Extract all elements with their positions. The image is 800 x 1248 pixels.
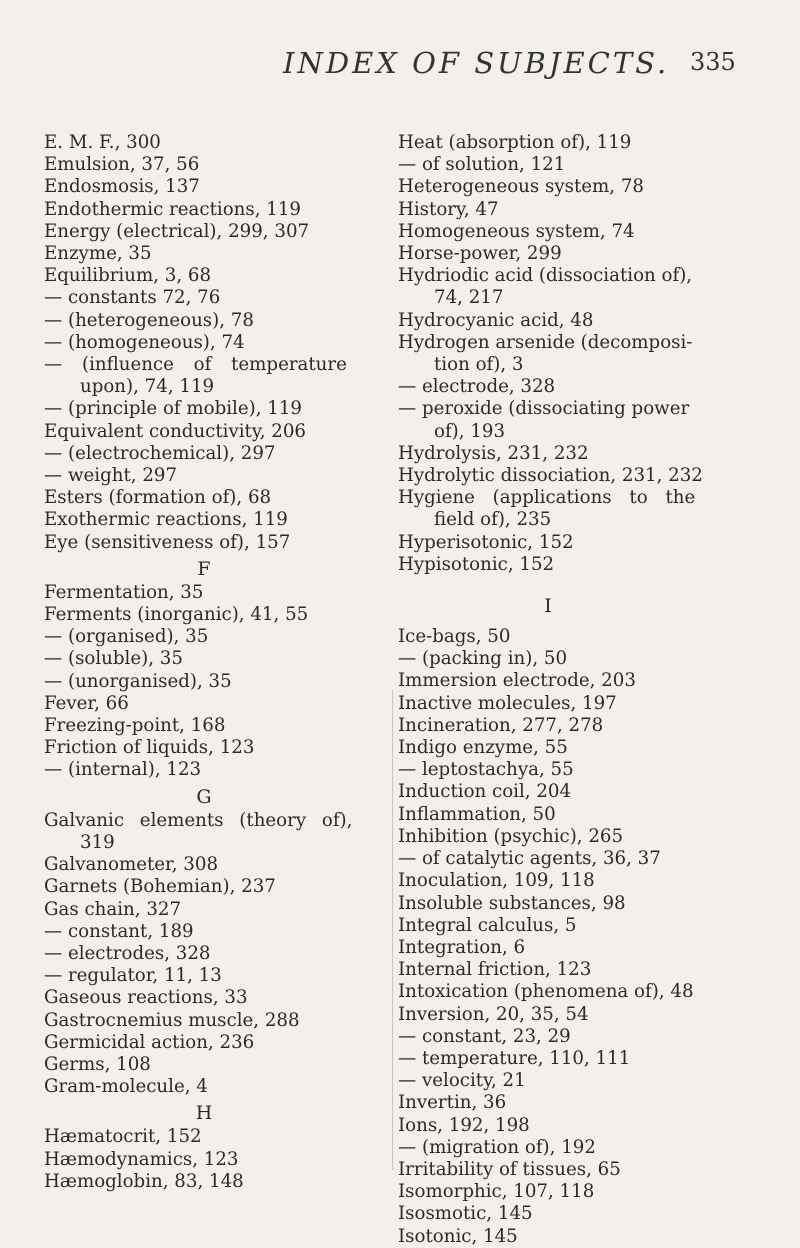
index-entry: Hydriodic acid (dissociation of),: [398, 265, 693, 287]
index-entry: — velocity, 21: [398, 1070, 526, 1092]
index-entry: Hydrogen arsenide (decomposi-: [398, 331, 693, 353]
index-entry: Immersion electrode, 203: [398, 670, 636, 692]
index-entry-continuation: 74, 217: [434, 287, 504, 309]
running-title: INDEX OF SUBJECTS.: [283, 46, 670, 80]
index-entry: — electrode, 328: [398, 376, 556, 398]
index-entry: Equilibrium, 3, 68: [44, 265, 212, 287]
index-entry: Gastrocnemius muscle, 288: [44, 1009, 300, 1031]
index-entry: Ice-bags, 50: [398, 626, 511, 648]
left-column: [44, 132, 394, 1193]
section-letter-f: F: [197, 557, 211, 580]
index-entry: — constants 72, 76: [44, 287, 221, 309]
right-column: [398, 132, 778, 1248]
index-entry: Internal friction, 123: [398, 959, 592, 981]
index-entry: — peroxide (dissociating power: [398, 398, 690, 420]
index-entry: Esters (formation of), 68: [44, 487, 272, 509]
index-entry: — electrodes, 328: [44, 942, 211, 964]
index-entry: Fever, 66: [44, 692, 129, 714]
index-entry-continuation: tion of), 3: [434, 354, 524, 376]
index-entry: Equivalent conductivity, 206: [44, 420, 307, 442]
index-entry: — (packing in), 50: [398, 648, 568, 670]
index-entry: — constant, 189: [44, 920, 194, 942]
index-entry: — temperature, 110, 111: [398, 1047, 631, 1069]
page-number: 335: [690, 48, 736, 76]
index-entry: — (influence of temperature: [44, 354, 347, 376]
index-entry: Freezing-point, 168: [44, 715, 226, 737]
index-entry: Inactive molecules, 197: [398, 692, 617, 714]
index-entry: Ferments (inorganic), 41, 55: [44, 604, 309, 626]
index-entry: Homogeneous system, 74: [398, 220, 635, 242]
index-entry: Endosmosis, 137: [44, 176, 200, 198]
index-entry: Isosmotic, 145: [398, 1203, 533, 1225]
index-entry: Integration, 6: [398, 936, 526, 958]
index-entry: Hæmatocrit, 152: [44, 1126, 202, 1148]
section-letter-h: H: [195, 1102, 213, 1125]
index-entry: Horse-power, 299: [398, 243, 562, 265]
index-entry: Germs, 108: [44, 1053, 151, 1075]
index-entry: Inhibition (psychic), 265: [398, 825, 624, 847]
index-entry: Isotonic, 145: [398, 1225, 518, 1247]
index-entry: Exothermic reactions, 119: [44, 509, 288, 531]
index-entry: Ions, 192, 198: [398, 1114, 530, 1136]
index-entry: — regulator, 11, 13: [44, 965, 222, 987]
index-entry: Friction of liquids, 123: [44, 737, 255, 759]
index-entry: Gram-molecule, 4: [44, 1076, 208, 1098]
index-entry: — (heterogeneous), 78: [44, 309, 254, 331]
index-entry: — of catalytic agents, 36, 37: [398, 848, 661, 870]
section-letter-i: I: [544, 595, 552, 618]
index-entry: Induction coil, 204: [398, 781, 572, 803]
index-entry: Hydrolytic dissociation, 231, 232: [398, 465, 703, 487]
index-entry: — (electrochemical), 297: [44, 442, 276, 464]
index-entry: — (migration of), 192: [398, 1136, 596, 1158]
index-entry-continuation: field of), 235: [434, 509, 552, 531]
index-entry: — (homogeneous), 74: [44, 331, 245, 353]
index-entry-continuation: 319: [80, 831, 115, 853]
index-entry: Hæmodynamics, 123: [44, 1148, 239, 1170]
index-entry: — (organised), 35: [44, 626, 209, 648]
index-entry: Hydrocyanic acid, 48: [398, 309, 594, 331]
index-entry: Energy (electrical), 299, 307: [44, 220, 310, 242]
index-entry-continuation: of), 193: [434, 420, 506, 442]
page-header: [0, 46, 800, 86]
index-entry: History, 47: [398, 198, 499, 220]
index-entry: — (soluble), 35: [44, 648, 183, 670]
index-entry: Inversion, 20, 35, 54: [398, 1003, 589, 1025]
index-entry: Endothermic reactions, 119: [44, 198, 301, 220]
index-entry: Hyperisotonic, 152: [398, 531, 574, 553]
index-entry: Intoxication (phenomena of), 48: [398, 981, 694, 1003]
index-entry: Hydrolysis, 231, 232: [398, 442, 589, 464]
index-entry: Inoculation, 109, 118: [398, 870, 595, 892]
index-entry: Isomorphic, 107, 118: [398, 1181, 595, 1203]
section-letter-g: G: [196, 785, 212, 808]
index-entry: — (principle of mobile), 119: [44, 398, 303, 420]
index-entry: Germicidal action, 236: [44, 1031, 255, 1053]
index-entry: E. M. F., 300: [44, 132, 161, 153]
index-entry: Indigo enzyme, 55: [398, 737, 568, 759]
index-entry: Emulsion, 37, 56: [44, 154, 200, 176]
column-divider: [392, 690, 393, 1170]
index-entry: — (internal), 123: [44, 759, 202, 781]
index-entry: — leptostachya, 55: [398, 759, 574, 781]
index-entry: Integral calculus, 5: [398, 914, 577, 936]
index-entry: Invertin, 36: [398, 1092, 507, 1114]
index-entry: Fermentation, 35: [44, 581, 204, 603]
index-entry: Galvanic elements (theory of),: [44, 809, 353, 831]
index-entry: Enzyme, 35: [44, 243, 152, 265]
index-entry: Heat (absorption of), 119: [398, 132, 632, 153]
index-entry: Hypisotonic, 152: [398, 553, 555, 575]
index-entry: Galvanometer, 308: [44, 854, 219, 876]
index-entry: Hygiene (applications to the: [398, 487, 696, 509]
index-entry: Garnets (Bohemian), 237: [44, 876, 276, 898]
index-entry-continuation: upon), 74, 119: [80, 376, 215, 398]
index-entry: — constant, 23, 29: [398, 1025, 571, 1047]
index-entry: Gaseous reactions, 33: [44, 987, 248, 1009]
index-entry: Inflammation, 50: [398, 803, 556, 825]
index-entry: Heterogeneous system, 78: [398, 176, 644, 198]
index-entry: — weight, 297: [44, 465, 178, 487]
index-entry: — (unorganised), 35: [44, 670, 232, 692]
index-entry: Insoluble substances, 98: [398, 892, 626, 914]
index-entry: Hæmoglobin, 83, 148: [44, 1170, 244, 1192]
index-entry: Incineration, 277, 278: [398, 714, 604, 736]
index-entry: Gas chain, 327: [44, 898, 182, 920]
index-entry: Irritability of tissues, 65: [398, 1158, 621, 1180]
index-entry: — of solution, 121: [398, 154, 566, 176]
index-entry: Eye (sensitiveness of), 157: [44, 531, 291, 553]
